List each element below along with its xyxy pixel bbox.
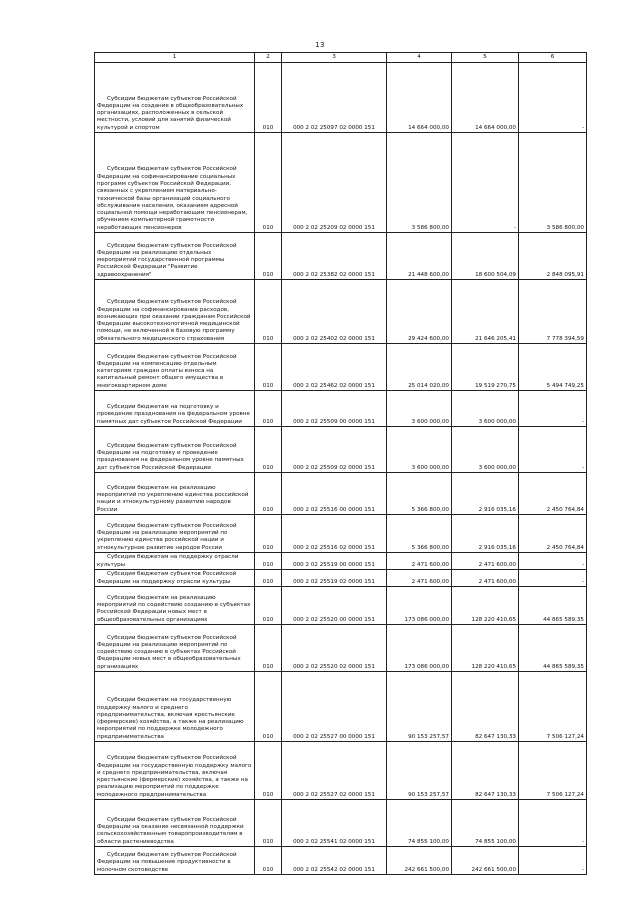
table-row [95,625,587,672]
planned-amount: 74 855 100,00 [387,800,452,847]
admin-code: 010 [255,672,282,742]
budget-code: 000 2 02 25509 00 0000 151 [282,391,387,427]
subsidy-name: Субсидия бюджетам на поддержку отрасли культуры [95,553,255,570]
executed-amount: 82 647 130,33 [452,672,519,742]
unexecuted-amount: 7 778 394,59 [519,280,587,344]
budget-code: 000 2 02 25209 02 0000 151 [282,133,387,233]
unexecuted-amount: 2 450 764,84 [519,515,587,553]
executed-amount: 242 661 500,00 [452,847,519,875]
table-row [95,473,587,515]
subsidy-name: Субсидии бюджетам субъектов Российской Федерации на создание в общеобразовательных организациях, расположенных в сельской местности, условий для занятий физической культурой и спортом [95,63,255,133]
table-row [95,344,587,391]
planned-amount: 14 664 000,00 [387,63,452,133]
admin-code: 010 [255,280,282,344]
budget-code: 000 2 02 25527 02 0000 151 [282,742,387,800]
table-row [95,847,587,875]
subsidy-name: Субсидии бюджетам субъектов Российской Федерации на оказание несвязанной поддержки сельскохозяйственным товаропроизводителям в области растениеводства [95,800,255,847]
admin-code: 010 [255,800,282,847]
budget-code: 000 2 02 25541 02 0000 151 [282,800,387,847]
unexecuted-amount: 5 494 749,25 [519,344,587,391]
table-row [95,133,587,233]
admin-code: 010 [255,391,282,427]
column-header: 6 [519,53,587,63]
executed-amount: - [452,133,519,233]
admin-code: 010 [255,570,282,587]
column-header: 1 [95,53,255,63]
unexecuted-amount: 44 865 589,35 [519,625,587,672]
table-row [95,233,587,280]
admin-code: 010 [255,427,282,473]
unexecuted-amount: - [519,63,587,133]
subsidy-name: Субсидии бюджетам субъектов Российской Федерации на компенсацию отдельным категориям граждан оплаты взноса на капитальный ремонт общего имущества в многоквартирном доме [95,344,255,391]
executed-amount: 3 600 000,00 [452,427,519,473]
budget-code: 000 2 02 25542 02 0000 151 [282,847,387,875]
admin-code: 010 [255,344,282,391]
subsidy-name: Субсидии бюджетам субъектов Российской Федерации на реализацию мероприятий по содействию созданию в субъектах Российской Федерации новых мест в общеобразовательных организациях [95,625,255,672]
column-header: 2 [255,53,282,63]
budget-code: 000 2 02 25527 00 0000 151 [282,672,387,742]
executed-amount: 21 646 205,41 [452,280,519,344]
admin-code: 010 [255,233,282,280]
budget-table [94,52,587,875]
unexecuted-amount: - [519,800,587,847]
budget-code: 000 2 02 25516 00 0000 151 [282,473,387,515]
admin-code: 010 [255,553,282,570]
budget-code: 000 2 02 25097 02 0000 151 [282,63,387,133]
column-header: 4 [387,53,452,63]
admin-code: 010 [255,515,282,553]
admin-code: 010 [255,133,282,233]
unexecuted-amount: - [519,570,587,587]
subsidy-name: Субсидии бюджетам субъектов Российской Федерации на софинансирование социальных программ субъектов Российской Федерации, связанных с укреплением материально-технической базы организаций социального обслуживания населения, оказанием адресной социальной помощи неработающим пенсионерам, обучением компьютерной грамотности неработающих пенсионеров [95,133,255,233]
subsidy-name: Субсидии бюджетам на реализацию мероприятий по содействию созданию в субъектах Российской Федерации новых мест в общеобразовательных организациях [95,587,255,625]
planned-amount: 2 471 600,00 [387,553,452,570]
admin-code: 010 [255,742,282,800]
subsidy-name: Субсидии бюджетам на подготовку и проведение празднования на федеральном уровне памятных дат субъектов Российской Федерации [95,391,255,427]
budget-code: 000 2 02 25509 02 0000 151 [282,427,387,473]
table-row [95,587,587,625]
unexecuted-amount: - [519,553,587,570]
planned-amount: 2 471 600,00 [387,570,452,587]
budget-code: 000 2 02 25520 02 0000 151 [282,625,387,672]
page-number: 13 [315,41,325,49]
admin-code: 010 [255,63,282,133]
executed-amount: 2 916 035,16 [452,515,519,553]
subsidy-name: Субсидии бюджетам субъектов Российской Федерации на подготовку и проведение празднования на федеральном уровне памятных дат субъектов Российской Федерации [95,427,255,473]
budget-code: 000 2 02 25520 00 0000 151 [282,587,387,625]
subsidy-name: Субсидии бюджетам субъектов Российской Федерации на софинансирование расходов, возникающих при оказании гражданам Российской Федерации высокотехнологичной медицинской помощи, не включенной в базовую программу обязательного медицинского страхования [95,280,255,344]
executed-amount: 82 647 130,33 [452,742,519,800]
admin-code: 010 [255,473,282,515]
table-row [95,391,587,427]
planned-amount: 3 600 000,00 [387,391,452,427]
table-row [95,553,587,570]
unexecuted-amount: 3 586 800,00 [519,133,587,233]
planned-amount: 21 448 600,00 [387,233,452,280]
planned-amount: 173 086 000,00 [387,587,452,625]
admin-code: 010 [255,587,282,625]
unexecuted-amount: 44 865 589,35 [519,587,587,625]
budget-code: 000 2 02 25519 02 0000 151 [282,570,387,587]
executed-amount: 74 855 100,00 [452,800,519,847]
table-row [95,570,587,587]
executed-amount: 2 471 600,00 [452,553,519,570]
admin-code: 010 [255,625,282,672]
executed-amount: 2 471 600,00 [452,570,519,587]
admin-code: 010 [255,847,282,875]
planned-amount: 5 366 800,00 [387,515,452,553]
table-row [95,800,587,847]
subsidy-name: Субсидии бюджетам субъектов Российской Федерации на повышение продуктивности в молочном скотоводстве [95,847,255,875]
subsidy-name: Субсидия бюджетам субъектов Российской Федерации на поддержку отрасли культуры [95,570,255,587]
executed-amount: 3 600 000,00 [452,391,519,427]
planned-amount: 5 366 800,00 [387,473,452,515]
executed-amount: 19 519 270,75 [452,344,519,391]
unexecuted-amount: 7 506 127,24 [519,742,587,800]
planned-amount: 90 153 257,57 [387,742,452,800]
executed-amount: 2 916 035,16 [452,473,519,515]
unexecuted-amount: 2 450 764,84 [519,473,587,515]
planned-amount: 90 153 257,57 [387,672,452,742]
budget-code: 000 2 02 25402 02 0000 151 [282,280,387,344]
budget-code: 000 2 02 25462 02 0000 151 [282,344,387,391]
budget-code: 000 2 02 25519 00 0000 151 [282,553,387,570]
unexecuted-amount: - [519,391,587,427]
subsidy-name: Субсидии бюджетам субъектов Российской Федерации на реализацию мероприятий по укреплению единства российской нации и этнокультурное развитие народов России [95,515,255,553]
budget-code: 000 2 02 25382 02 0000 151 [282,233,387,280]
subsidy-name: Субсидии бюджетам субъектов Российской Федерации на государственную поддержку малого и среднего предпринимательства, включая крестьянские (фермерские) хозяйства, а также на реализацию мероприятий по поддержке молодежного предпринимательства [95,742,255,800]
table-row [95,427,587,473]
planned-amount: 242 661 500,00 [387,847,452,875]
table-row [95,742,587,800]
planned-amount: 25 014 020,00 [387,344,452,391]
table-row [95,672,587,742]
executed-amount: 128 220 410,65 [452,625,519,672]
subsidy-name: Субсидии бюджетам на государственную поддержку малого и среднего предпринимательства, включая крестьянские (фермерские) хозяйства, а также на реализацию мероприятий по поддержке молодежного предпринимательства [95,672,255,742]
executed-amount: 18 600 504,09 [452,233,519,280]
table-row [95,515,587,553]
subsidy-name: Субсидии бюджетам на реализацию мероприятий по укреплению единства российской нации и этнокультурному развитию народов России [95,473,255,515]
subsidy-name: Субсидии бюджетам субъектов Российской Федерации на реализацию отдельных мероприятий государственной программы Российской Федерации "Развитие здравоохранения" [95,233,255,280]
column-header: 3 [282,53,387,63]
budget-code: 000 2 02 25516 02 0000 151 [282,515,387,553]
planned-amount: 173 086 000,00 [387,625,452,672]
column-header: 5 [452,53,519,63]
unexecuted-amount: - [519,427,587,473]
unexecuted-amount: 7 506 127,24 [519,672,587,742]
planned-amount: 3 586 800,00 [387,133,452,233]
unexecuted-amount: - [519,847,587,875]
header-row [95,53,587,63]
table-row [95,280,587,344]
executed-amount: 14 664 000,00 [452,63,519,133]
executed-amount: 128 220 410,65 [452,587,519,625]
unexecuted-amount: 2 848 095,91 [519,233,587,280]
planned-amount: 3 600 000,00 [387,427,452,473]
table-row [95,63,587,133]
planned-amount: 29 424 600,00 [387,280,452,344]
